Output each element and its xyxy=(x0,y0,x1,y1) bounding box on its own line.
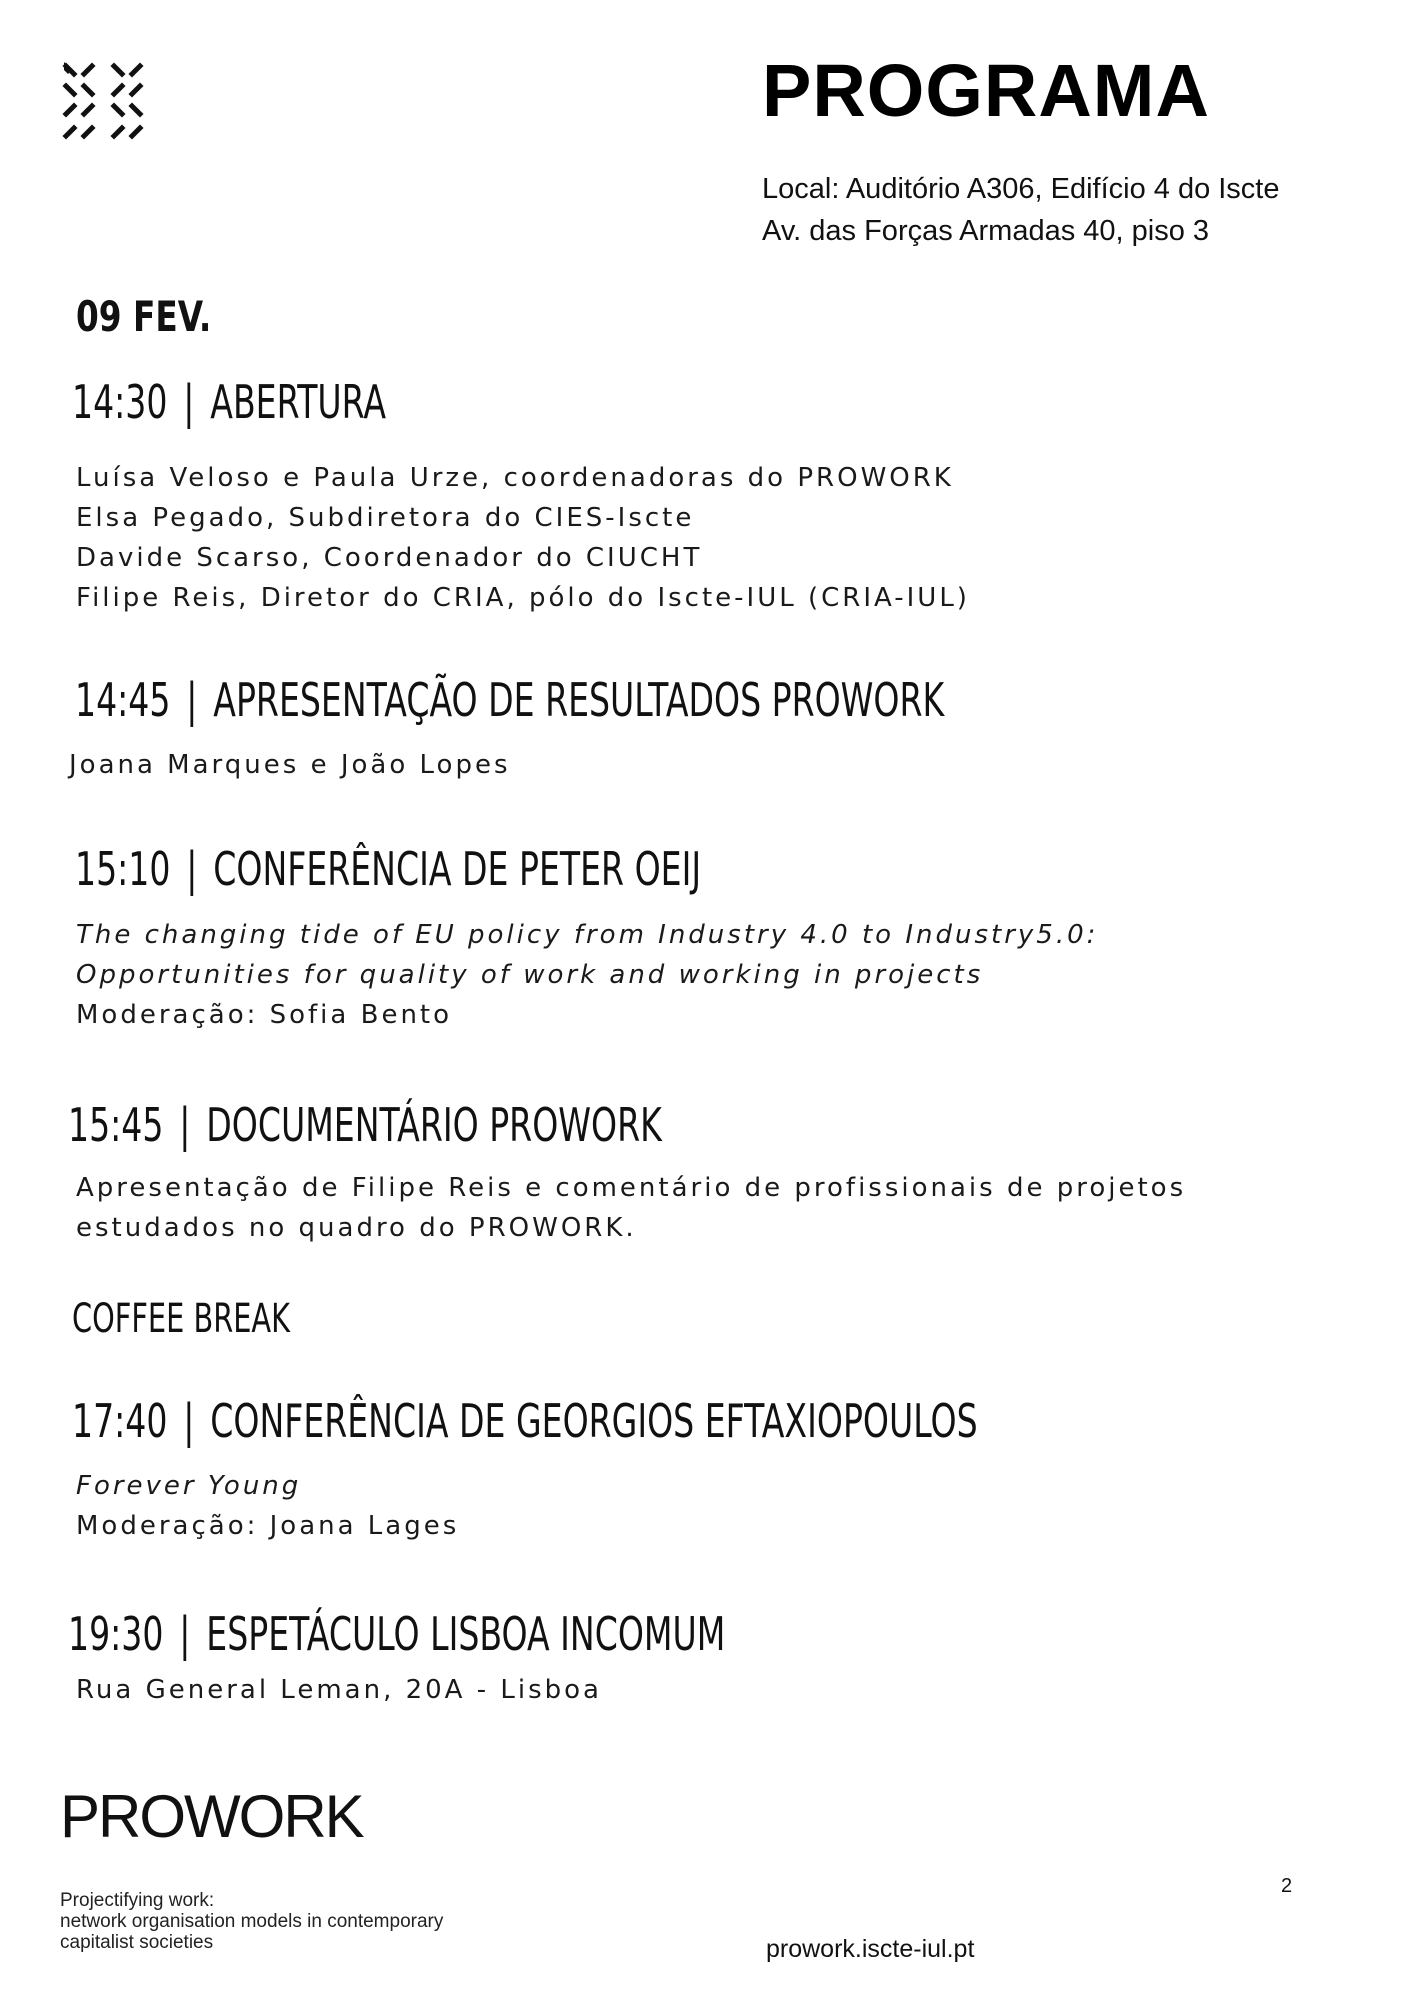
session-title: APRESENTAÇÃO DE RESULTADOS PROWORK xyxy=(213,673,945,727)
separator: | xyxy=(179,1098,191,1152)
brand-wordmark: PROWORK xyxy=(60,1783,363,1850)
session-time: 17:40 xyxy=(72,1394,168,1448)
coffee-break-label: COFFEE BREAK xyxy=(72,1296,291,1342)
speaker-line: Filipe Reis, Diretor do CRIA, pólo do Iscte-IUL (CRIA-IUL) xyxy=(76,583,970,613)
separator: | xyxy=(186,842,198,896)
project-tagline xyxy=(60,1890,443,1953)
moderator-line: Moderação: Joana Lages xyxy=(76,1511,460,1541)
session-heading xyxy=(68,1098,662,1152)
session-time: 15:45 xyxy=(68,1098,164,1152)
session-heading xyxy=(72,375,386,429)
session-details xyxy=(76,1466,459,1546)
session-heading xyxy=(72,1394,978,1448)
session-time: 19:30 xyxy=(68,1607,164,1661)
session-details xyxy=(76,458,970,618)
session-details xyxy=(76,1168,1186,1248)
description-line: estudados no quadro do PROWORK. xyxy=(76,1213,637,1243)
event-date: 09 FEV. xyxy=(76,292,212,341)
session-details xyxy=(76,1670,602,1710)
talk-title-line: Opportunities for quality of work and working in projects xyxy=(76,960,984,990)
session-title: ESPETÁCULO LISBOA INCOMUM xyxy=(206,1607,726,1661)
tagline-line: capitalist societies xyxy=(60,1932,214,1953)
separator: | xyxy=(183,1394,195,1448)
address-line: Av. das Forças Armadas 40, piso 3 xyxy=(762,215,1210,247)
tagline-line: network organisation models in contemporary xyxy=(60,1911,444,1932)
page-number: 2 xyxy=(1281,1875,1293,1897)
tagline-line: Projectifying work: xyxy=(60,1890,215,1911)
session-heading xyxy=(75,673,944,727)
session-details xyxy=(69,745,511,785)
session-heading xyxy=(68,1607,725,1661)
separator: | xyxy=(183,375,195,429)
speaker-line: Luísa Veloso e Paula Urze, coordenadoras do PROWORK xyxy=(76,463,954,493)
description-line: Apresentação de Filipe Reis e comentário de profissionais de projetos xyxy=(76,1173,1187,1203)
session-details xyxy=(76,915,1098,1035)
separator: | xyxy=(179,1607,191,1661)
logo-mark-icon xyxy=(62,60,144,142)
session-heading xyxy=(75,842,701,896)
website-link[interactable]: prowork.iscte-iul.pt xyxy=(766,1935,975,1963)
session-time: 15:10 xyxy=(75,842,171,896)
session-time: 14:45 xyxy=(75,673,171,727)
page-title: PROGRAMA xyxy=(762,49,1210,132)
location-block xyxy=(762,168,1280,252)
speaker-line: Elsa Pegado, Subdiretora do CIES-Iscte xyxy=(76,503,695,533)
address-line: Rua General Leman, 20A - Lisboa xyxy=(76,1675,602,1705)
moderator-line: Moderação: Sofia Bento xyxy=(76,1000,453,1030)
talk-title-line: The changing tide of EU policy from Industry 4.0 to Industry5.0: xyxy=(76,920,1099,950)
session-title: ABERTURA xyxy=(210,375,387,429)
session-title: CONFERÊNCIA DE GEORGIOS EFTAXIOPOULOS xyxy=(210,1394,978,1448)
talk-title-line: Forever Young xyxy=(76,1471,302,1501)
session-time: 14:30 xyxy=(72,375,168,429)
session-title: CONFERÊNCIA DE PETER OEIJ xyxy=(213,842,702,896)
separator: | xyxy=(186,673,198,727)
speaker-line: Joana Marques e João Lopes xyxy=(69,750,511,780)
speaker-line: Davide Scarso, Coordenador do CIUCHT xyxy=(76,543,703,573)
session-title: DOCUMENTÁRIO PROWORK xyxy=(206,1098,662,1152)
location-line: Local: Auditório A306, Edifício 4 do Iscte xyxy=(762,173,1280,205)
